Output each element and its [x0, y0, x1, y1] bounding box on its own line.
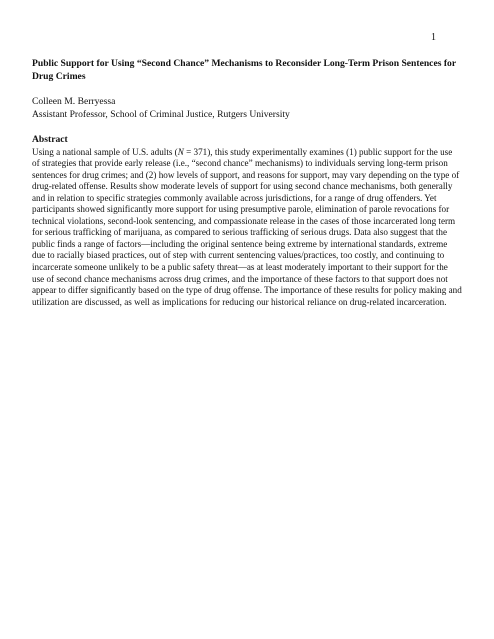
- paper-title: Public Support for Using “Second Chance” Mechanisms to Reconsider Long-Term Prison Sentences for Drug Crimes: [32, 58, 456, 82]
- author-block: [32, 96, 462, 121]
- author-name: Colleen M. Berryessa: [32, 96, 116, 107]
- abstract-text: [32, 147, 462, 309]
- page-number: 1: [431, 32, 436, 43]
- abstract-n-symbol: N: [177, 146, 184, 157]
- abstract-heading: Abstract: [32, 134, 68, 145]
- abstract-text-part1: Using a national sample of U.S. adults (: [32, 146, 178, 157]
- abstract-text-part2: = 371), this study experimentally examines (1) public support for the use of strategies that provide early release (i.e., “second chance” mechanisms) to individuals serving long-term prison sentences for drug crimes; and (2) how levels of support, and reasons for support, may vary depending on the type of drug-related offense. Results show moderate levels of support for using second chance mechanisms, both generally and in relation to specific strategies commonly available across jurisdictions, for a range of drug offenders. Yet participants showed significantly more support for using presumptive parole, elimination of parole revocations for technical violations, second-look sentencing, and compassionate release in the cases of those incarcerated long term for serious trafficking of marijuana, as compared to serious trafficking of serious drugs. Data also suggest that the public finds a range of factors—including the original sentence being extreme by international standards, extreme due to racially biased practices, out of step with current sentencing values/practices, too costly, and continuing to incarcerate someone unlikely to be a public safety threat—as at least moderately important to their support for the use of second chance mechanisms across drug crimes, and the importance of these factors to that support does not appear to differ significantly based on the type of drug offense. The importance of these results for policy making and utilization are discussed, as well as implications for reducing our historical reliance on drug-related incarceration.: [32, 146, 462, 307]
- author-affiliation: Assistant Professor, School of Criminal Justice, Rutgers University: [32, 108, 290, 120]
- paper-content: [32, 58, 462, 308]
